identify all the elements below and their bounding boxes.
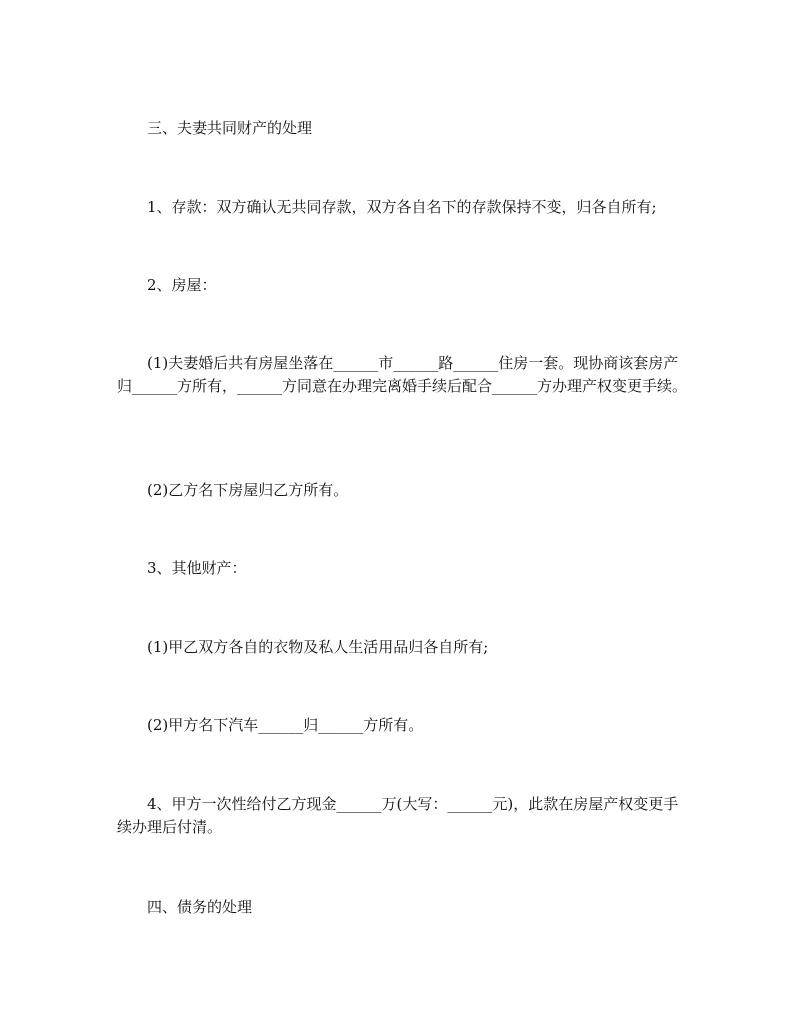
clause-housing-joint-house: (1)夫妻婚后共有房屋坐落在______市______路______住房一套。现协商该套房产归______方所有，______方同意在办理完离婚手续后配合______方办理产权变更手续。	[117, 354, 688, 395]
section-heading-joint-property: 三、夫妻共同财产的处理	[147, 119, 313, 137]
clause-personal-belongings: (1)甲乙双方各自的衣物及私人生活用品归各自所有;	[147, 638, 489, 656]
clause-housing-heading: 2、房屋：	[147, 276, 217, 294]
clause-other-property-heading: 3、其他财产：	[147, 559, 247, 577]
section-heading-debts: 四、债务的处理	[147, 898, 253, 916]
clause-car: (2)甲方名下汽车______归______方所有。	[147, 716, 424, 734]
clause-cash-payment: 4、甲方一次性给付乙方现金______万(大写：______元)，此款在房屋产权变更手续办理后付清。	[117, 795, 679, 836]
clause-deposits: 1、存款：双方确认无共同存款，双方各自名下的存款保持不变，归各自所有;	[147, 198, 657, 216]
clause-housing-party-b-house: (2)乙方名下房屋归乙方所有。	[147, 481, 349, 499]
